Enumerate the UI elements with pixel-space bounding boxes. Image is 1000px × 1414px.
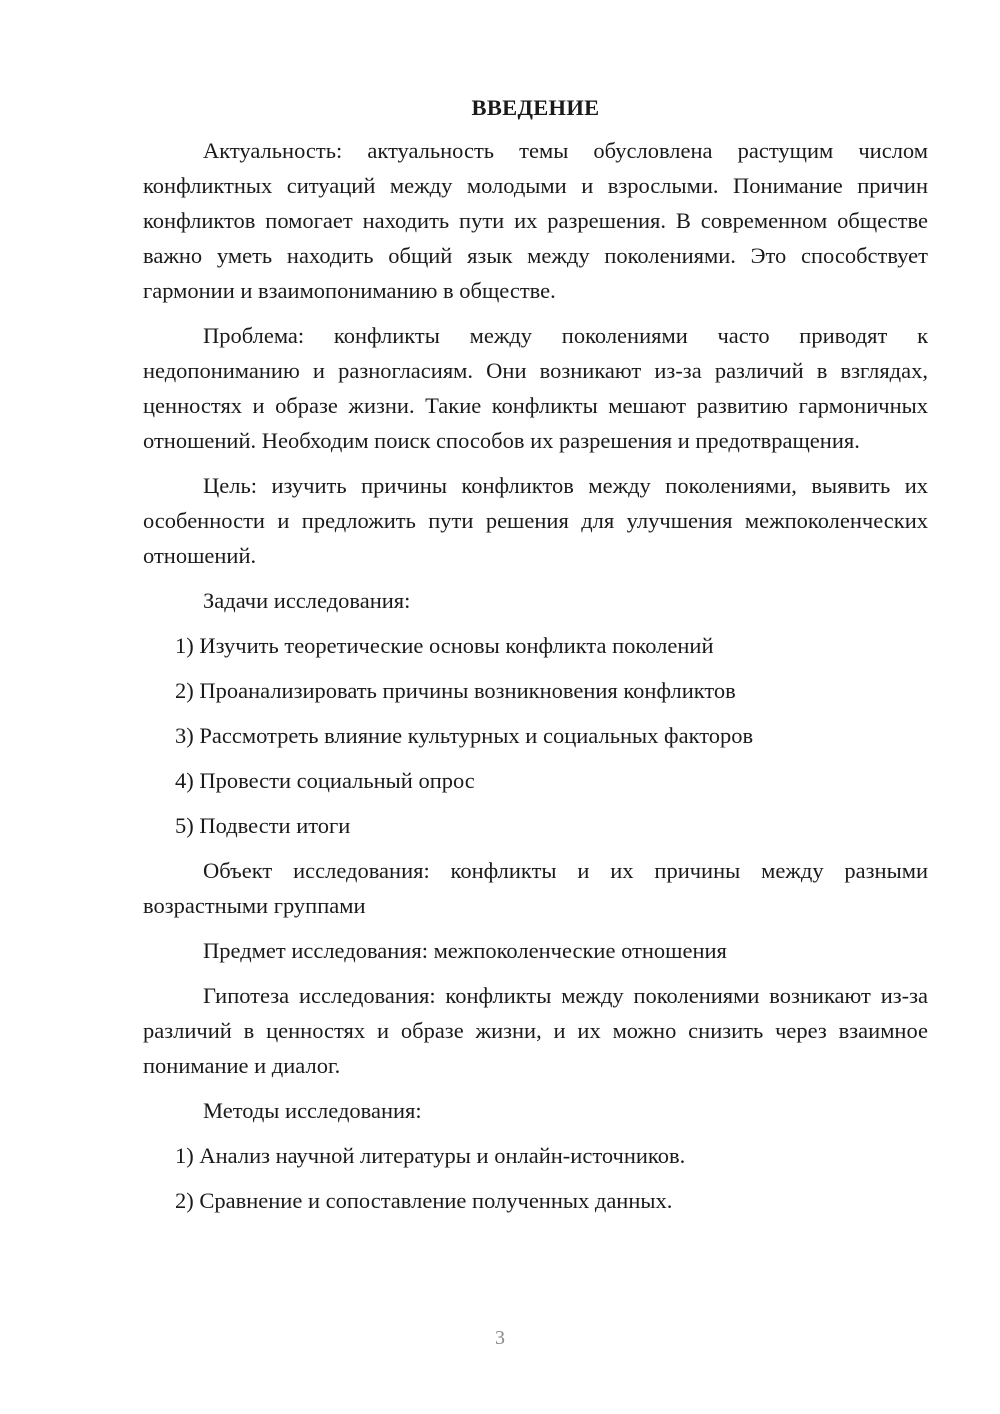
tasks-heading: Задачи исследования: — [203, 588, 411, 613]
document-page — [143, 90, 928, 1228]
methods-list — [143, 1138, 928, 1218]
page-title: ВВЕДЕНИЕ — [471, 95, 600, 120]
paragraph-object: Объект исследования: конфликты и их причины между разными возрастными группами — [143, 858, 928, 918]
paragraph-hypothesis: Гипотеза исследования: конфликты между поколениями возникают из-за различий в ценностях и образе жизни, и их можно снизить через взаимное понимание и диалог. — [143, 983, 928, 1078]
paragraph-subject: Предмет исследования: межпоколенческие отношения — [203, 938, 727, 963]
list-item: 5) Подвести итоги — [175, 813, 351, 838]
paragraph-relevance: Актуальность: актуальность темы обусловлена растущим числом конфликтных ситуаций между молодыми и взрослыми. Понимание причин конфликтов помогает находить пути их разрешения. В современном обществе важно уметь находить общий язык между поколениями. Это способствует гармонии и взаимопониманию в обществе. — [143, 138, 928, 303]
list-item: 3) Рассмотреть влияние культурных и социальных факторов — [175, 723, 754, 748]
list-item: 2) Сравнение и сопоставление полученных данных. — [175, 1188, 673, 1213]
list-item: 4) Провести социальный опрос — [175, 768, 475, 793]
paragraph-goal: Цель: изучить причины конфликтов между поколениями, выявить их особенности и предложить пути решения для улучшения межпоколенческих отношений. — [143, 473, 928, 568]
methods-heading: Методы исследования: — [203, 1098, 422, 1123]
paragraph-problem: Проблема: конфликты между поколениями часто приводят к недопониманию и разногласиям. Они возникают из-за различий в взглядах, ценностях и образе жизни. Такие конфликты мешают развитию гармоничных отношений. Необходим поиск способов их разрешения и предотвращения. — [143, 323, 928, 453]
tasks-list — [143, 628, 928, 843]
list-item: 1) Изучить теоретические основы конфликта поколений — [175, 633, 714, 658]
page-number: 3 — [495, 1327, 505, 1349]
list-item: 1) Анализ научной литературы и онлайн-источников. — [175, 1143, 686, 1168]
list-item: 2) Проанализировать причины возникновения конфликтов — [175, 678, 736, 703]
